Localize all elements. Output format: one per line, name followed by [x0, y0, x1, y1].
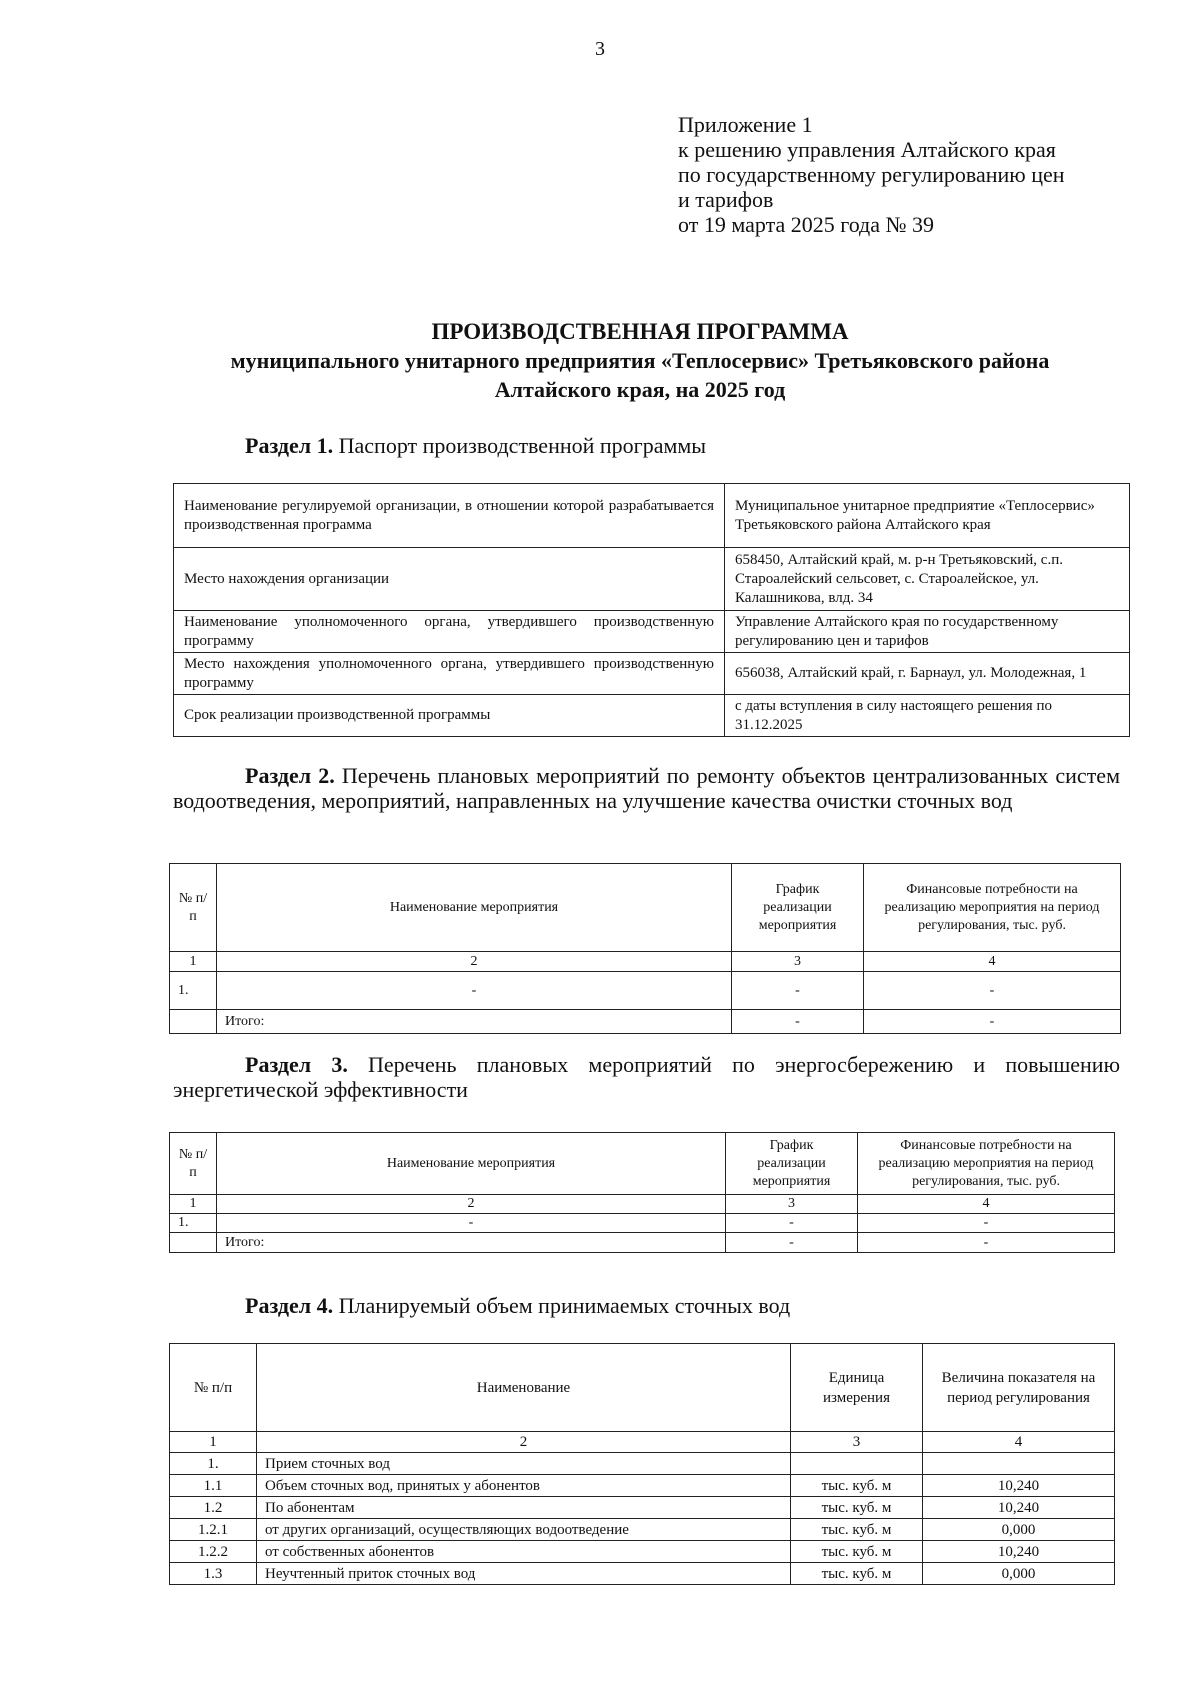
column-number: 3	[732, 952, 864, 972]
section-title: Паспорт производственной программы	[338, 433, 707, 458]
header-cell: График реализации мероприятия	[726, 1133, 858, 1195]
row-number: 1.2.1	[170, 1519, 257, 1541]
column-number: 4	[864, 952, 1121, 972]
column-number: 2	[217, 1195, 726, 1214]
row-number: 1.2	[170, 1497, 257, 1519]
column-number: 1	[170, 1432, 257, 1453]
row-number: 1.1	[170, 1475, 257, 1497]
table-total-row	[170, 1233, 1115, 1253]
header-cell: Финансовые потребности на реализацию мероприятия на период регулирования, тыс. руб.	[864, 864, 1121, 952]
section4-table	[169, 1343, 1115, 1585]
column-number: 3	[791, 1432, 923, 1453]
title-line: ПРОИЗВОДСТВЕННАЯ ПРОГРАММА	[431, 319, 849, 344]
row-name: По абонентам	[257, 1497, 791, 1519]
table-row	[170, 1214, 1115, 1233]
column-number: 2	[257, 1432, 791, 1453]
section-label: Раздел 3.	[245, 1052, 348, 1077]
table-row	[170, 952, 1121, 972]
row-value: 10,240	[923, 1475, 1115, 1497]
row-number: 1.	[170, 972, 217, 1010]
row-number: 1.	[170, 1453, 257, 1475]
column-number: 4	[858, 1195, 1115, 1214]
section-title: Планируемый объем принимаемых сточных вод	[338, 1293, 791, 1318]
row-cell: -	[858, 1214, 1115, 1233]
section-label: Раздел 2.	[245, 763, 335, 788]
section3-table	[169, 1132, 1115, 1253]
passport-name: Наименование регулируемой организации, в отношении которой разрабатывается производственная программа	[174, 484, 725, 548]
row-value: 10,240	[923, 1541, 1115, 1563]
column-number: 2	[217, 952, 732, 972]
section-title: Перечень плановых мероприятий по энергосбережению и повышению энергетической эффективности	[173, 1052, 1121, 1102]
header-cell: № п/п	[170, 1344, 257, 1432]
row-name: Неучтенный приток сточных вод	[257, 1563, 791, 1585]
header-cell: График реализации мероприятия	[732, 864, 864, 952]
table-row	[170, 1432, 1115, 1453]
table-row	[170, 1497, 1115, 1519]
header-cell: Финансовые потребности на реализацию мероприятия на период регулирования, тыс. руб.	[858, 1133, 1115, 1195]
appendix-line: по государственному регулированию цен	[678, 162, 1065, 187]
row-unit	[791, 1453, 923, 1475]
table-header-row	[170, 864, 1121, 952]
header-cell: № п/п	[170, 864, 217, 952]
table-row	[174, 484, 1130, 548]
section-title: Перечень плановых мероприятий по ремонту объектов централизованных систем водоотведения, мероприятий, направленных на улучшение качества очистки сточных вод	[173, 763, 1120, 813]
table-row	[170, 972, 1121, 1010]
table-row	[174, 548, 1130, 611]
header-cell: № п/п	[170, 1133, 217, 1195]
section-label: Раздел 4.	[245, 1293, 334, 1318]
row-number: 1.3	[170, 1563, 257, 1585]
passport-value: с даты вступления в силу настоящего решения по 31.12.2025	[725, 695, 1130, 737]
appendix-line: и тарифов	[678, 187, 774, 212]
column-number: 1	[170, 952, 217, 972]
passport-value: Муниципальное унитарное предприятие «Теплосервис» Третьяковского района Алтайского края	[725, 484, 1130, 548]
total-label: Итого:	[217, 1010, 732, 1034]
row-unit: тыс. куб. м	[791, 1475, 923, 1497]
table-row	[170, 1195, 1115, 1214]
row-value: 0,000	[923, 1563, 1115, 1585]
table-row	[170, 1453, 1115, 1475]
table-row	[174, 695, 1130, 737]
total-label: Итого:	[217, 1233, 726, 1253]
row-value: 0,000	[923, 1519, 1115, 1541]
passport-value: Управление Алтайского края по государственному регулированию цен и тарифов	[725, 611, 1130, 653]
table-row	[174, 611, 1130, 653]
section2-heading	[173, 763, 1120, 813]
header-cell: Величина показателя на период регулирования	[923, 1344, 1115, 1432]
table-row	[170, 1541, 1115, 1563]
row-cell: -	[217, 1214, 726, 1233]
appendix-line: к решению управления Алтайского края	[678, 137, 1056, 162]
row-unit: тыс. куб. м	[791, 1519, 923, 1541]
total-cell: -	[864, 1010, 1121, 1034]
row-unit: тыс. куб. м	[791, 1541, 923, 1563]
row-name: от собственных абонентов	[257, 1541, 791, 1563]
row-number: 1.2.2	[170, 1541, 257, 1563]
appendix-block	[678, 112, 1065, 237]
column-number: 1	[170, 1195, 217, 1214]
total-cell: -	[726, 1233, 858, 1253]
row-cell: -	[864, 972, 1121, 1010]
row-value	[923, 1453, 1115, 1475]
section2-table	[169, 863, 1121, 1034]
header-cell: Наименование мероприятия	[217, 864, 732, 952]
column-number: 4	[923, 1432, 1115, 1453]
table-row	[174, 653, 1130, 695]
passport-name: Срок реализации производственной программы	[174, 695, 725, 737]
row-cell: -	[217, 972, 732, 1010]
passport-name: Наименование уполномоченного органа, утвердившего производственную программу	[174, 611, 725, 653]
row-cell: -	[726, 1214, 858, 1233]
table-row	[170, 1563, 1115, 1585]
total-cell: -	[858, 1233, 1115, 1253]
passport-value: 658450, Алтайский край, м. р-н Третьяковский, с.п. Староалейский сельсовет, с. Староалейское, ул. Калашникова, влд. 34	[725, 548, 1130, 611]
section-label: Раздел 1.	[245, 433, 334, 458]
total-cell: -	[732, 1010, 864, 1034]
title-line: Алтайского края, на 2025 год	[494, 377, 786, 402]
header-cell: Единица измерения	[791, 1344, 923, 1432]
section3-heading	[173, 1052, 1120, 1102]
table-total-row	[170, 1010, 1121, 1034]
passport-name: Место нахождения организации	[174, 548, 725, 611]
table-row	[170, 1519, 1115, 1541]
passport-value: 656038, Алтайский край, г. Барнаул, ул. Молодежная, 1	[725, 653, 1130, 695]
passport-name: Место нахождения уполномоченного органа, утвердившего производственную программу	[174, 653, 725, 695]
column-number: 3	[726, 1195, 858, 1214]
row-name: Объем сточных вод, принятых у абонентов	[257, 1475, 791, 1497]
page-number: 3	[595, 38, 605, 60]
passport-table	[173, 483, 1130, 737]
table-row	[170, 1475, 1115, 1497]
appendix-line: Приложение 1	[678, 112, 813, 137]
header-cell: Наименование мероприятия	[217, 1133, 726, 1195]
row-name: Прием сточных вод	[257, 1453, 791, 1475]
row-unit: тыс. куб. м	[791, 1563, 923, 1585]
header-cell: Наименование	[257, 1344, 791, 1432]
title-line: муниципального унитарного предприятия «Теплосервис» Третьяковского района	[230, 348, 1050, 373]
document-title	[160, 318, 1120, 404]
section4-heading	[245, 1293, 790, 1318]
row-name: от других организаций, осуществляющих водоотведение	[257, 1519, 791, 1541]
row-unit: тыс. куб. м	[791, 1497, 923, 1519]
row-number: 1.	[170, 1214, 217, 1233]
row-cell: -	[732, 972, 864, 1010]
row-value: 10,240	[923, 1497, 1115, 1519]
section1-heading	[245, 433, 706, 458]
table-header-row	[170, 1344, 1115, 1432]
appendix-line: от 19 марта 2025 года № 39	[678, 212, 935, 237]
table-header-row	[170, 1133, 1115, 1195]
